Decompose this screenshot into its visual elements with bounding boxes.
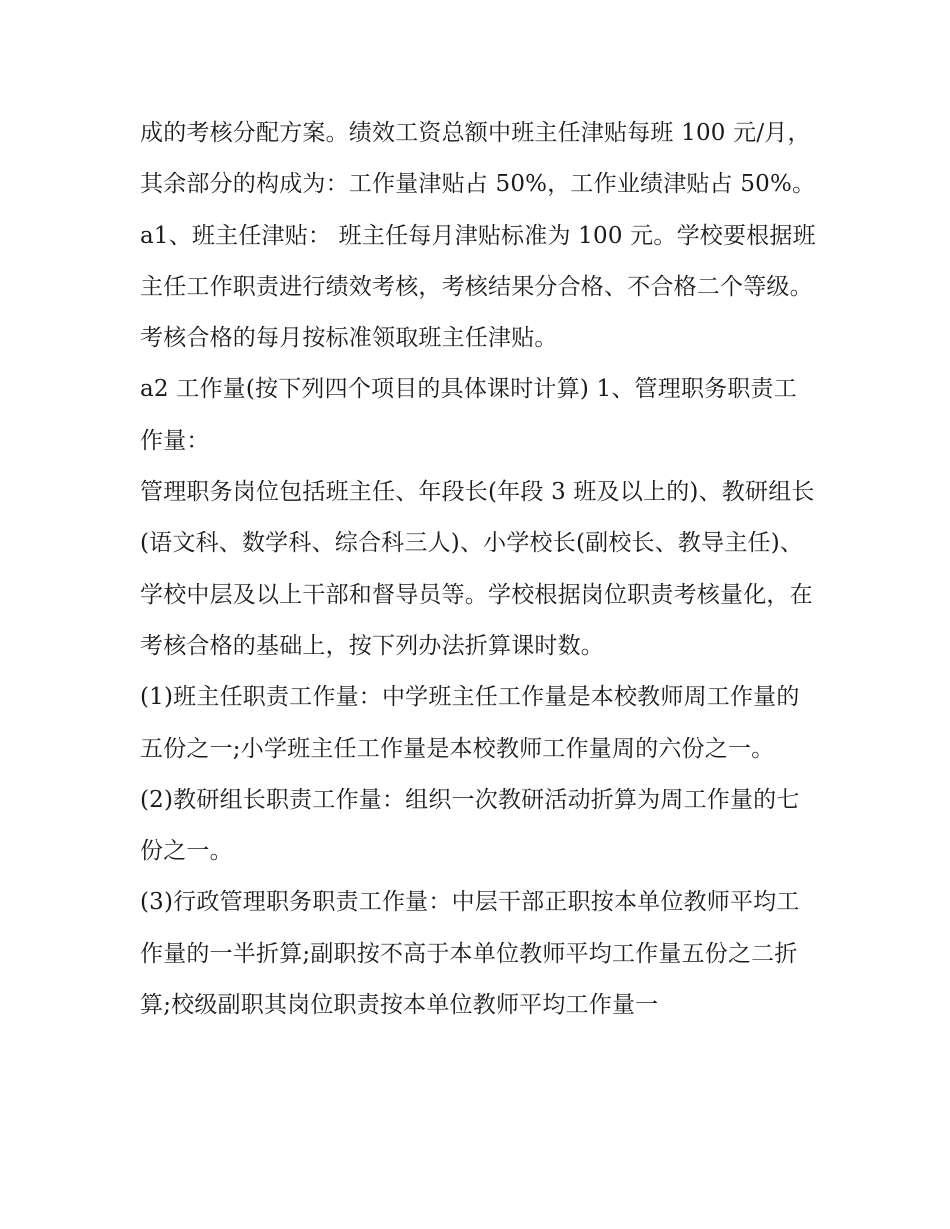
- paragraph-a2-workload: a2 工作量(按下列四个项目的具体课时计算) 1、管理职务职责工作量：: [140, 376, 797, 454]
- paragraph-performance-pay: 成的考核分配方案。绩效工资总额中班主任津贴每班 100 元/月，其余部分的构成为：工作量津贴占 50%，工作业绩津贴占 50%。: [140, 120, 816, 198]
- paragraph-item-2: (2)教研组长职责工作量：组织一次教研活动折算为周工作量的七份之一。: [140, 786, 800, 865]
- paragraph-management-positions: 管理职务岗位包括班主任、年段长(年段 3 班及以上的)、教研组长(语文科、数学科、综合科三人)、小学校长(副校长、教导主任)、学校中层及以上干部和督导员等。学校根据岗位职责考核量化，在考核合格的基础上，按下列办法折算课时数。: [140, 479, 815, 659]
- paragraph-item-1: (1)班主任职责工作量：中学班主任工作量是本校教师周工作量的五份之一;小学班主任工作量是本校教师工作量周的六份之一。: [140, 684, 800, 762]
- paragraph-item-3: (3)行政管理职务职责工作量：中层干部正职按本单位教师平均工作量的一半折算;副职按不高于本单位教师平均工作量五份之二折算;校级副职其岗位职责按本单位教师平均工作量一: [140, 889, 800, 1019]
- document-body: [140, 108, 820, 1031]
- paragraph-a1-head-teacher-allowance: a1、班主任津贴： 班主任每月津贴标准为 100 元。学校要根据班主任工作职责进行绩效考核，考核结果分合格、不合格二个等级。考核合格的每月按标准领取班主任津贴。: [140, 222, 816, 352]
